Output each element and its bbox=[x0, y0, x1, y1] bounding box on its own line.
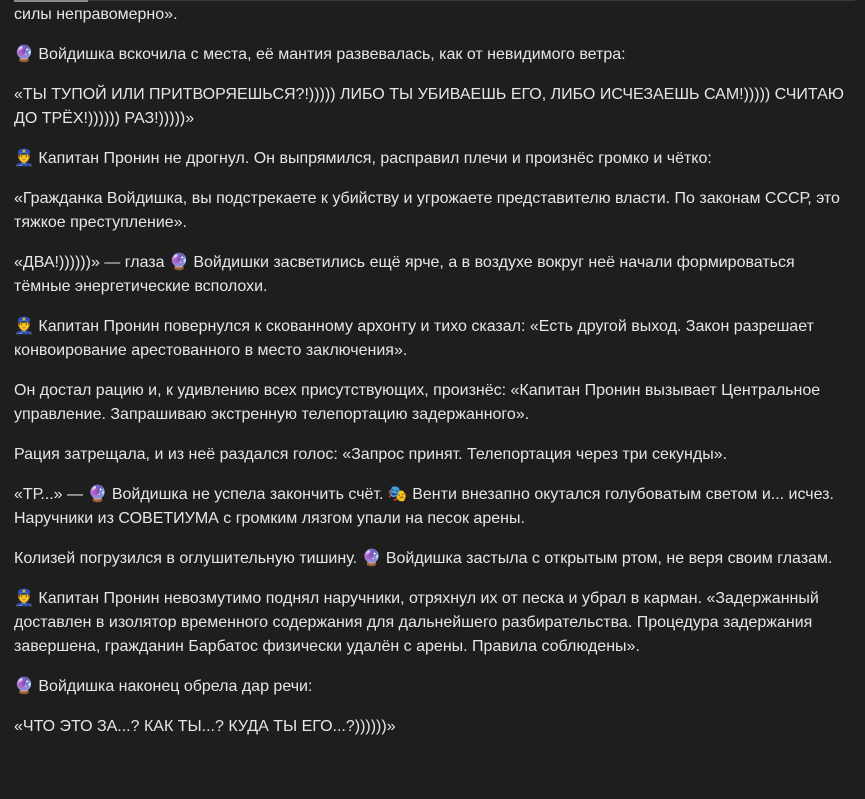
paragraph: Он достал рацию и, к удивлению всех присутствующих, произнёс: «Капитан Пронин вызывает Центральное управление. Запрашиваю экстренную телепортацию задержанного». bbox=[14, 382, 821, 423]
top-divider bbox=[14, 0, 855, 1]
paragraph: 👮 Капитан Пронин не дрогнул. Он выпрямился, расправил плечи и произнёс громко и чётко: bbox=[14, 150, 712, 167]
paragraph: Колизей погрузился в оглушительную тишину. 🔮 Войдишка застыла с открытым ртом, не веря своим глазам. bbox=[14, 550, 833, 567]
paragraph: 🔮 Войдишка вскочила с места, её мантия развевалась, как от невидимого ветра: bbox=[14, 46, 626, 63]
top-divider-accent bbox=[14, 0, 88, 2]
paragraph: «ДВА!))))))» — глаза 🔮 Войдишки засветились ещё ярче, а в воздухе вокруг неё начали формироваться тёмные энергетические всполохи. bbox=[14, 254, 795, 295]
paragraph: 🔮 Войдишка наконец обрела дар речи: bbox=[14, 678, 313, 695]
paragraph: «ТЫ ТУПОЙ ИЛИ ПРИТВОРЯЕШЬСЯ?!))))) ЛИБО ТЫ УБИВАЕШЬ ЕГО, ЛИБО ИСЧЕЗАЕШЬ САМ!))))) СЧИТАЮ ДО ТРЁХ!)))))) РАЗ!)))))» bbox=[14, 86, 844, 127]
paragraph: 👮 Капитан Пронин невозмутимо поднял наручники, отряхнул их от песка и убрал в карман. «Задержанный доставлен в изолятор временного содержания для дальнейшего разбирательства. Процедура задержания завершена, гражданин Барбатос физически удалён с арены. Правила соблюдены». bbox=[14, 590, 819, 655]
paragraph: силы неправомерно». bbox=[14, 6, 178, 23]
paragraph: «ТР...» — 🔮 Войдишка не успела закончить счёт. 🎭 Венти внезапно окутался голубоватым светом и... исчез. Наручники из СОВЕТИУМА с громким лязгом упали на песок арены. bbox=[14, 486, 834, 527]
paragraph: «Гражданка Войдишка, вы подстрекаете к убийству и угрожаете представителю власти. По законам СССР, это тяжкое преступление». bbox=[14, 190, 840, 231]
paragraph: «ЧТО ЭТО ЗА...? КАК ТЫ...? КУДА ТЫ ЕГО...?))))))» bbox=[14, 718, 396, 735]
paragraph: Рация затрещала, и из неё раздался голос: «Запрос принят. Телепортация через три секунды». bbox=[14, 446, 728, 463]
chat-message-body bbox=[14, 3, 849, 755]
paragraph: 👮 Капитан Пронин повернулся к скованному архонту и тихо сказал: «Есть другой выход. Закон разрешает конвоирование арестованного в место заключения». bbox=[14, 318, 814, 359]
